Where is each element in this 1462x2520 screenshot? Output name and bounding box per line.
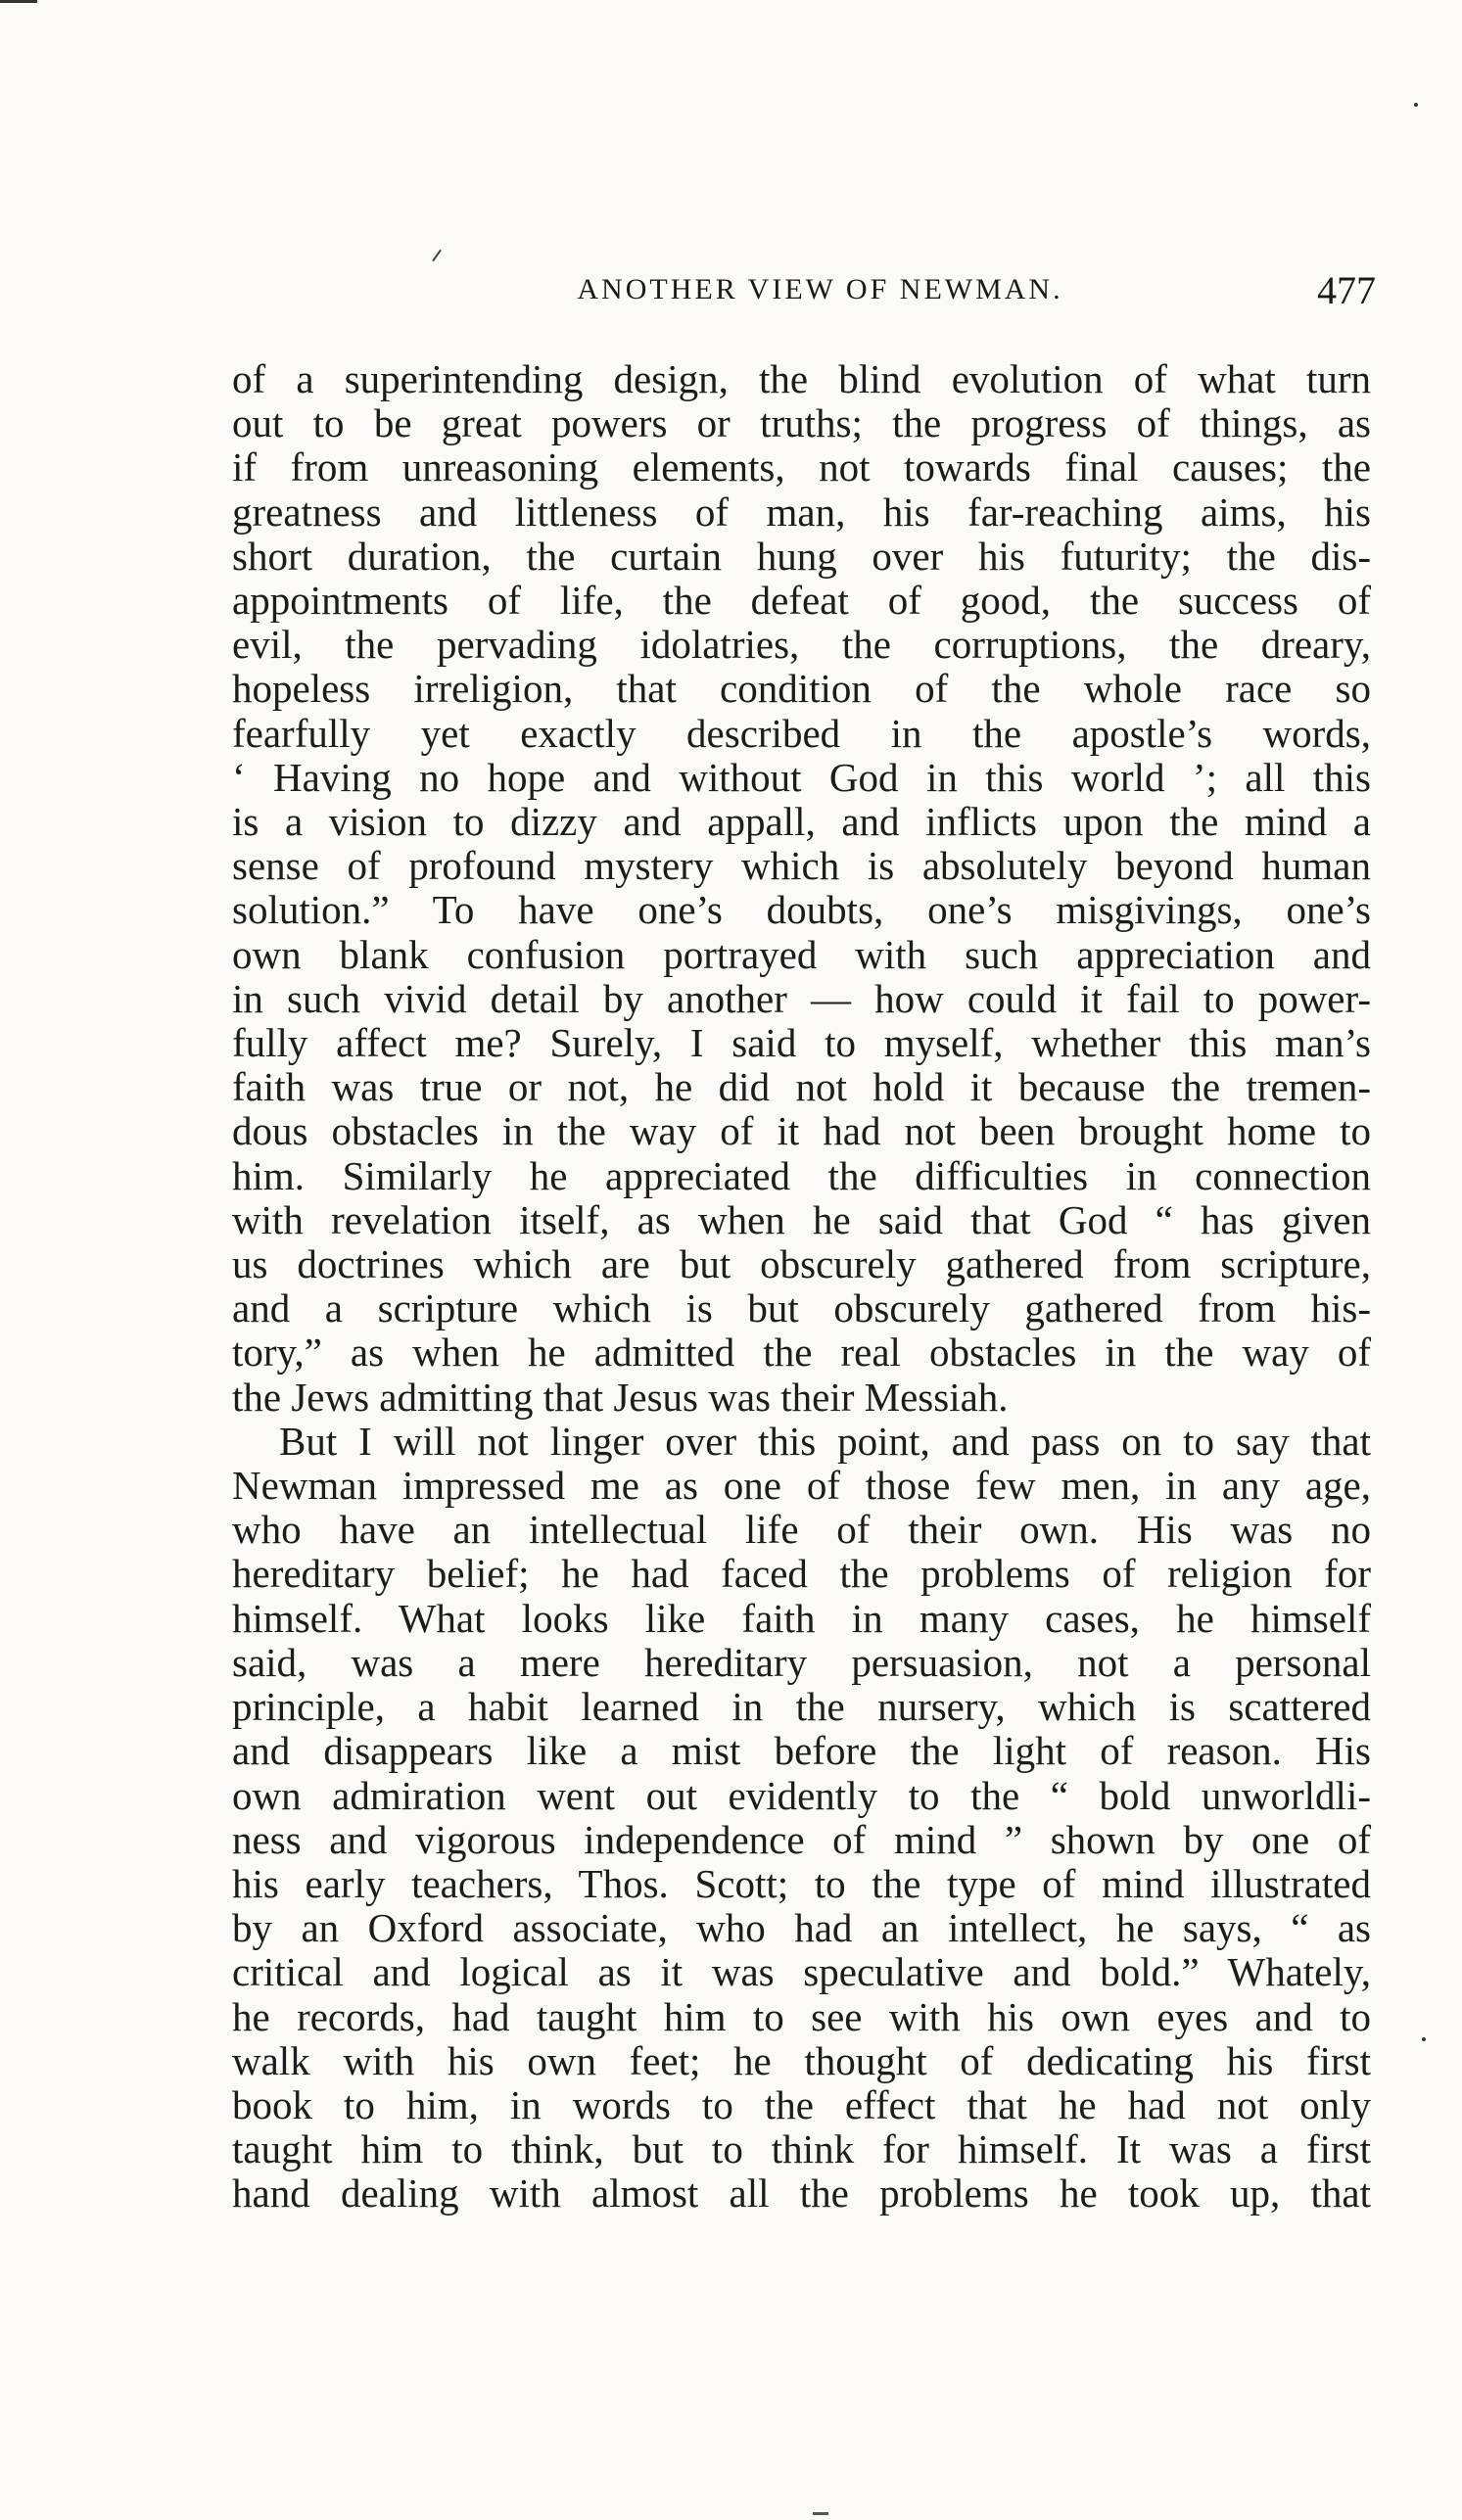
text-line: with revelation itself, as when he said that God “ has given (232, 1196, 1371, 1242)
text-line: fearfully yet exactly described in the apostle’s words, (232, 710, 1371, 756)
speck-mark (1422, 2037, 1426, 2041)
running-head (225, 267, 1376, 316)
text-line: us doctrines which are but obscurely gathered from scripture, (232, 1241, 1371, 1287)
text-line: who have an intellectual life of their own. His was no (232, 1507, 1371, 1553)
body-text (232, 357, 1371, 2217)
paragraph (232, 1420, 1371, 2217)
text-line: he records, had taught him to see with his own eyes and to (232, 1993, 1371, 2039)
page-number: 477 (1317, 268, 1376, 312)
text-line: and disappears like a mist before the light of reason. His (232, 1728, 1371, 1774)
text-line: hereditary belief; he had faced the problems of religion for (232, 1551, 1371, 1597)
page-edge-mark (0, 0, 37, 3)
footer-mark (813, 2512, 828, 2515)
paragraph (232, 357, 1371, 1420)
text-line: But I will not linger over this point, and pass on to say that (279, 1418, 1371, 1464)
text-line: sense of profound mystery which is absolutely beyond human (232, 843, 1371, 889)
text-line: him. Similarly he appreciated the difficulties in connection (232, 1152, 1371, 1198)
text-line: faith was true or not, he did not hold it because the tremen- (232, 1064, 1371, 1110)
text-line: his early teachers, Thos. Scott; to the type of mind illustrated (232, 1860, 1371, 1906)
text-line: ness and vigorous independence of mind ” shown by one of (232, 1816, 1371, 1862)
text-line: short duration, the curtain hung over his futurity; the dis- (232, 533, 1371, 579)
text-line: evil, the pervading idolatries, the corruptions, the dreary, (232, 622, 1371, 668)
text-line: out to be great powers or truths; the progress of things, as (232, 400, 1371, 446)
text-line: by an Oxford associate, who had an intellect, he says, “ as (232, 1905, 1371, 1951)
text-line: principle, a habit learned in the nursery, which is scattered (232, 1684, 1371, 1730)
text-line: book to him, in words to the effect that he had not only (232, 2081, 1371, 2127)
text-line: hand dealing with almost all the problems he took up, that (232, 2170, 1371, 2217)
text-line: ‘ Having no hope and without God in this world ’; all this (232, 754, 1371, 800)
text-line: Newman impressed me as one of those few men, in any age, (232, 1463, 1371, 1509)
text-line: own blank confusion portrayed with such appreciation and (232, 931, 1371, 977)
text-line: if from unreasoning elements, not towards final causes; the (232, 444, 1371, 490)
running-title: ANOTHER VIEW OF NEWMAN. (577, 273, 1063, 305)
text-line: appointments of life, the defeat of good, the success of (232, 578, 1371, 624)
text-line: and a scripture which is but obscurely gathered from his- (232, 1285, 1371, 1331)
text-line: hopeless irreligion, that condition of the whole race so (232, 666, 1371, 712)
text-line: own admiration went out evidently to the “ bold unworldli- (232, 1772, 1371, 1818)
speck-mark (1414, 103, 1418, 107)
text-line: solution.” To have one’s doubts, one’s misgivings, one’s (232, 887, 1371, 933)
text-line: walk with his own feet; he thought of dedicating his first (232, 2037, 1371, 2083)
text-line: in such vivid detail by another — how could it fail to power- (232, 975, 1371, 1021)
text-line: taught him to think, but to think for himself. It was a first (232, 2126, 1371, 2172)
text-line: is a vision to dizzy and appall, and inflicts upon the mind a (232, 799, 1371, 845)
text-line: said, was a mere hereditary persuasion, not a personal (232, 1639, 1371, 1685)
text-line: greatness and littleness of man, his far-reaching aims, his (232, 489, 1371, 535)
text-line: himself. What looks like faith in many cases, he himself (232, 1595, 1371, 1641)
text-line: of a superintending design, the blind evolution of what turn (232, 356, 1371, 401)
text-line: tory,” as when he admitted the real obstacles in the way of (232, 1330, 1371, 1376)
text-line: the Jews admitting that Jesus was their Messiah. (232, 1374, 1009, 1420)
pencil-tick-mark (432, 250, 442, 262)
text-line: fully affect me? Surely, I said to myself, whether this man’s (232, 1020, 1371, 1066)
text-line: critical and logical as it was speculative and bold.” Whately, (232, 1949, 1371, 1995)
text-line: dous obstacles in the way of it had not been brought home to (232, 1108, 1371, 1154)
